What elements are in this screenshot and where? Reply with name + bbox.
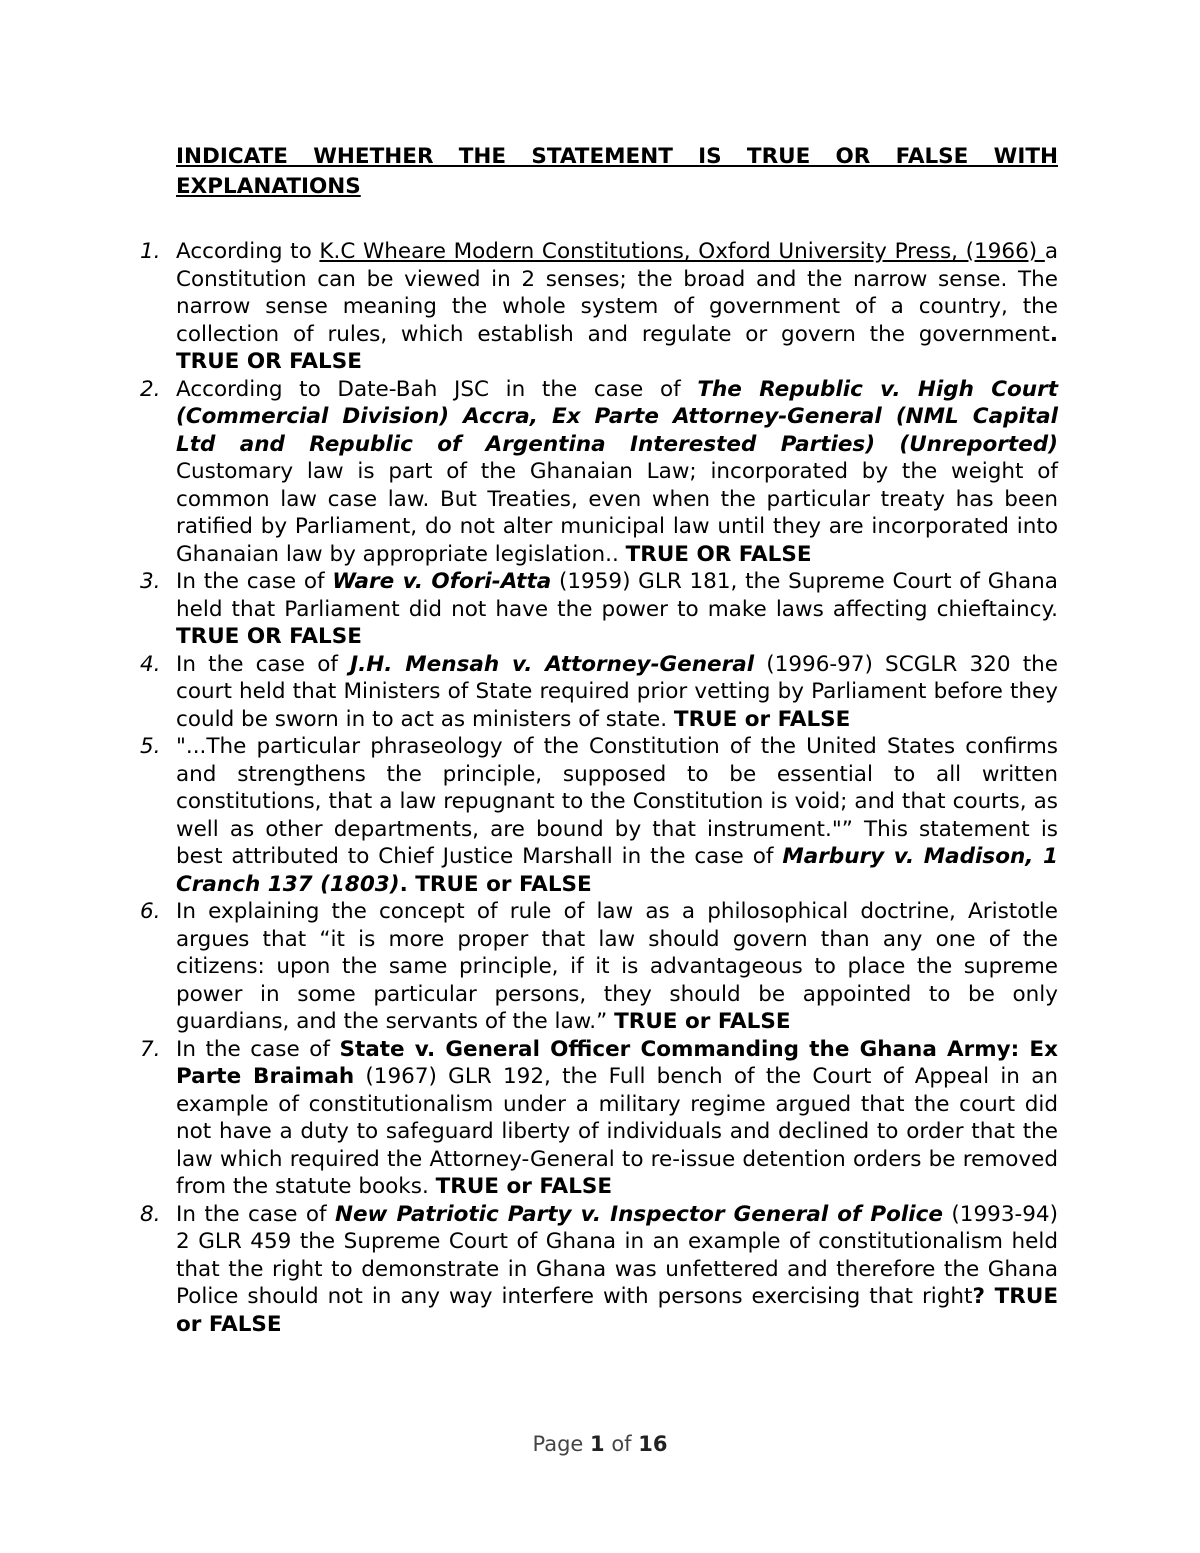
bold-segment: TRUE or FALSE xyxy=(614,1009,791,1034)
question-number: 3. xyxy=(140,569,161,594)
question-item xyxy=(140,651,1058,734)
bold-segment: TRUE OR FALSE xyxy=(176,624,362,649)
question-item xyxy=(140,1201,1058,1339)
question-text xyxy=(176,733,1058,898)
bold-segment: . TRUE or FALSE xyxy=(399,871,592,897)
question-segment: (1959) GLR 181, the Supreme Court of Ghana held that Parliament did not have the power to make laws affecting chieftaincy. xyxy=(176,569,1058,622)
question-text xyxy=(176,898,1058,1036)
question-item xyxy=(140,733,1058,898)
question-item xyxy=(140,376,1058,569)
question-item xyxy=(140,568,1058,651)
question-text xyxy=(176,376,1058,569)
question-number: 2. xyxy=(140,376,161,402)
question-segment: According to xyxy=(176,239,320,264)
case-name: New Patriotic Party v. Inspector General of Police xyxy=(334,1201,943,1227)
question-number: 1. xyxy=(140,239,161,264)
footer-page-number: 1 xyxy=(590,1432,605,1456)
bold-segment: . TRUE OR FALSE xyxy=(176,321,1058,374)
bold-segment: State v. General Officer Commanding the Ghana Army: Ex Parte Braimah xyxy=(176,1036,1058,1089)
question-text xyxy=(176,1201,1058,1339)
question-segment: In the case of xyxy=(176,651,351,677)
question-segment: (1967) GLR 192, the Full bench of the Court of Appeal in an example of constitutionalism under a military regime argued that the court did not have a duty to safeguard liberty of individuals and declined to order that the law which required the Attorney-General to re-issue detention orders be removed from the statute books. xyxy=(176,1064,1058,1199)
footer-total-pages: 16 xyxy=(638,1432,668,1456)
question-segment: a Constitution can be viewed in 2 senses; the broad and the narrow sense. The narrow sense meaning the whole system of government of a country, the collection of rules, which establish and regulate or govern the government xyxy=(176,239,1059,347)
question-item xyxy=(140,1036,1058,1201)
question-segment: (1993-94) 2 GLR 459 the Supreme Court of Ghana in an example of constitutionalism held that the right to demonstrate in Ghana was unfettered and therefore the Ghana Police should not in any way interfere with persons exercising that right xyxy=(176,1201,1058,1309)
question-text xyxy=(176,651,1058,734)
question-number: 5. xyxy=(140,734,161,759)
question-segment: In the case of xyxy=(176,569,333,594)
question-item xyxy=(140,238,1058,376)
citation-underlined: K.C Wheare Modern Constitutions, Oxford University Press, (1966) xyxy=(319,239,1045,264)
question-segment: According to Date-Bah JSC in the case of xyxy=(176,376,698,402)
case-name: J.H. Mensah v. Attorney-General xyxy=(350,651,755,677)
footer-of-word: of xyxy=(611,1432,632,1456)
question-number: 4. xyxy=(140,651,161,677)
question-segment: (1996-97) SCGLR 320 the court held that Ministers of State required prior vetting by Parliament before they could be sworn in to act as ministers of state. xyxy=(176,651,1058,732)
question-segment: In the case of xyxy=(176,1036,340,1062)
question-segment: In the case of xyxy=(176,1201,335,1227)
question-list xyxy=(140,238,1058,1338)
bold-segment: ? TRUE or FALSE xyxy=(176,1284,1059,1337)
case-name: The Republic v. High Court (Commercial Division) Accra, Ex Parte Attorney-General (NML Capital Ltd and Republic of Argentina Interested Parties) (Unreported) xyxy=(176,376,1058,457)
question-item xyxy=(140,898,1058,1036)
case-name: Marbury v. Madison, 1 Cranch 137 (1803) xyxy=(176,844,1059,897)
bold-segment: TRUE OR FALSE xyxy=(625,541,812,567)
footer-page-word: Page xyxy=(532,1432,584,1456)
page-footer xyxy=(0,1432,1200,1456)
question-number: 6. xyxy=(140,899,161,924)
question-segment: In explaining the concept of rule of law as a philosophical doctrine, Aristotle argues that “it is more proper that law should govern than any one of the citizens: upon the same principle, if it is advantageous to place the supreme power in some particular persons, they should be appointed to be only guardians, and the servants of the law.” xyxy=(176,899,1058,1034)
question-segment: "...The particular phraseology of the Constitution of the United States confirms and strengthens the principle, supposed to be essential to all written constitutions, that a law repugnant to the Constitution is void; and that courts, as well as other departments, are bound by that instrument."” This statement is best attributed to Chief Justice Marshall in the case of xyxy=(176,734,1058,869)
question-text xyxy=(176,1036,1058,1201)
question-number: 8. xyxy=(140,1201,161,1227)
question-text xyxy=(176,238,1058,376)
question-number: 7. xyxy=(140,1036,161,1062)
page-heading: INDICATE WHETHER THE STATEMENT IS TRUE OR FALSE WITH EXPLANATIONS xyxy=(176,144,1058,199)
question-segment: Customary law is part of the Ghanaian Law; incorporated by the weight of common law case law. But Treaties, even when the particular treaty has been ratified by Parliament, do not alter municipal law until they are incorporated into Ghanaian law by appropriate legislation.. xyxy=(176,459,1058,567)
question-text xyxy=(176,568,1058,651)
case-name: Ware v. Ofori-Atta xyxy=(332,569,552,594)
bold-segment: TRUE or FALSE xyxy=(435,1174,613,1199)
bold-segment: TRUE or FALSE xyxy=(673,706,851,732)
